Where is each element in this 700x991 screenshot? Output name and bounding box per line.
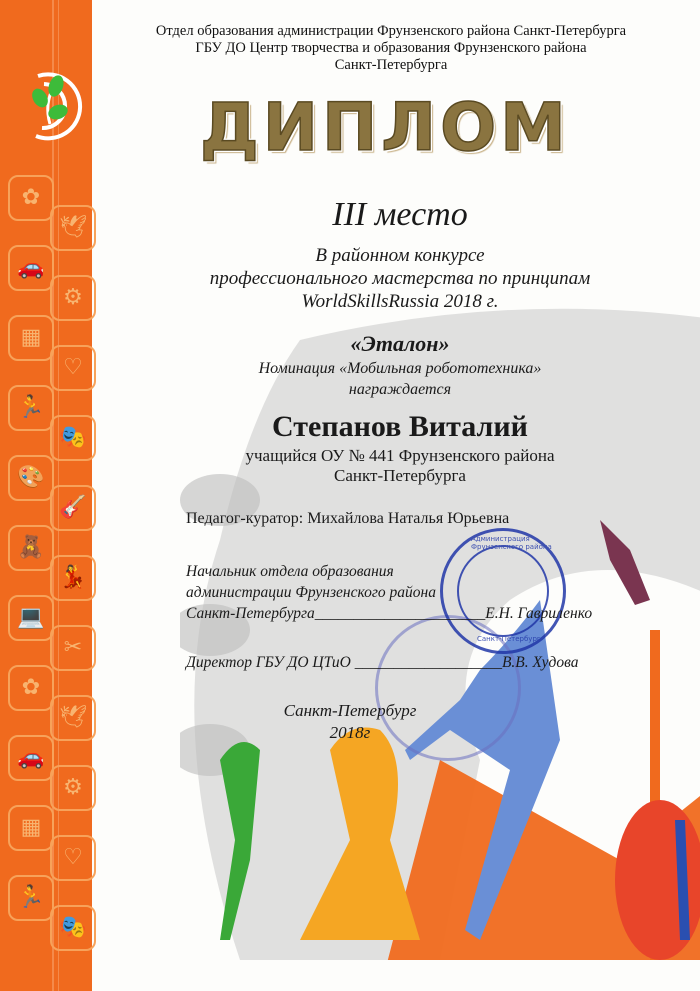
signature-line: ___________________ [354, 654, 502, 671]
sig2-title: Директор ГБУ ДО ЦТиО [186, 654, 351, 671]
school-line-1: учащийся ОУ № 441 Фрунзенского района [245, 446, 555, 465]
school-line-2: Санкт-Петербурга [334, 466, 466, 485]
heart-icon: ♡ [50, 835, 96, 881]
theater-masks-icon: 🎭 [50, 415, 96, 461]
issuer-line-1: Отдел образования администрации Фрунзенского района Санкт-Петербурга [155, 23, 627, 39]
laptop-icon: 💻 [8, 595, 54, 641]
theater-masks-icon: 🎭 [50, 905, 96, 951]
sig1-title-line-3 [186, 603, 592, 624]
car-icon: 🚗 [8, 245, 54, 291]
sig1-name: Е.Н. Гавриленко [485, 605, 593, 622]
nomination [100, 358, 700, 400]
runner-icon: 🏃 [8, 385, 54, 431]
awarded-text: награждается [348, 381, 452, 398]
origami-bird-icon: 🕊 [50, 205, 96, 251]
sig1-title-line-2: администрации Фрунзенского района [186, 584, 436, 601]
stamp-text-top: Администрация Фрунзенского района [471, 535, 552, 551]
recipient-school [100, 446, 700, 486]
issue-city: Санкт-Петербург [283, 701, 417, 720]
issuer-header [96, 23, 686, 74]
guitar-icon: 🎸 [50, 485, 96, 531]
stamp-text-bottom: Санкт-Петербург [477, 635, 541, 643]
sig1-title-line-1: Начальник отдела образования [186, 563, 394, 580]
contest-name: «Эталон» [350, 331, 450, 356]
sig2-name: В.В. Худова [501, 654, 579, 671]
decorative-side-band [0, 0, 92, 991]
sig1-city: Санкт-Петербурга [186, 605, 315, 622]
organization-logo [18, 64, 98, 144]
issuer-line-3: Санкт-Петербурга [334, 57, 448, 73]
signature-block-head [186, 561, 592, 624]
nomination-text: Номинация «Мобильная робототехника» [258, 360, 542, 377]
tools-icon: ✂ [50, 625, 96, 671]
recipient-name: Степанов Виталий [272, 410, 528, 443]
curator-line: Педагог-куратор: Михайлова Наталья Юрьевна [186, 510, 510, 527]
issuer-line-2: ГБУ ДО Центр творчества и образования Фрунзенского района [195, 40, 587, 56]
diploma-title: ДИПЛОМ [200, 89, 570, 166]
signature-block-director [186, 652, 578, 673]
robot-gear-icon: ⚙ [50, 765, 96, 811]
contest-description [100, 244, 700, 313]
flower-icon: ✿ [8, 175, 54, 221]
teddy-bear-icon: 🧸 [8, 525, 54, 571]
contest-line-3: WorldSkillsRussia 2018 г. [301, 291, 499, 312]
contest-line-2: профессионального мастерства по принципам [209, 268, 591, 289]
issue-year: 2018г [329, 723, 371, 742]
issue-place-date [150, 700, 550, 744]
heart-icon: ♡ [50, 345, 96, 391]
flower-icon: ✿ [8, 665, 54, 711]
abc-blocks-icon: ▦ [8, 805, 54, 851]
robot-gear-icon: ⚙ [50, 275, 96, 321]
signature-line: ______________________ [314, 605, 486, 622]
contest-line-1: В районном конкурсе [315, 245, 485, 266]
abc-blocks-icon: ▦ [8, 315, 54, 361]
car-icon: 🚗 [8, 735, 54, 781]
palette-icon: 🎨 [8, 455, 54, 501]
place-heading: III место [332, 196, 468, 233]
dancers-icon: 💃 [50, 555, 96, 601]
runner-icon: 🏃 [8, 875, 54, 921]
origami-bird-icon: 🕊 [50, 695, 96, 741]
